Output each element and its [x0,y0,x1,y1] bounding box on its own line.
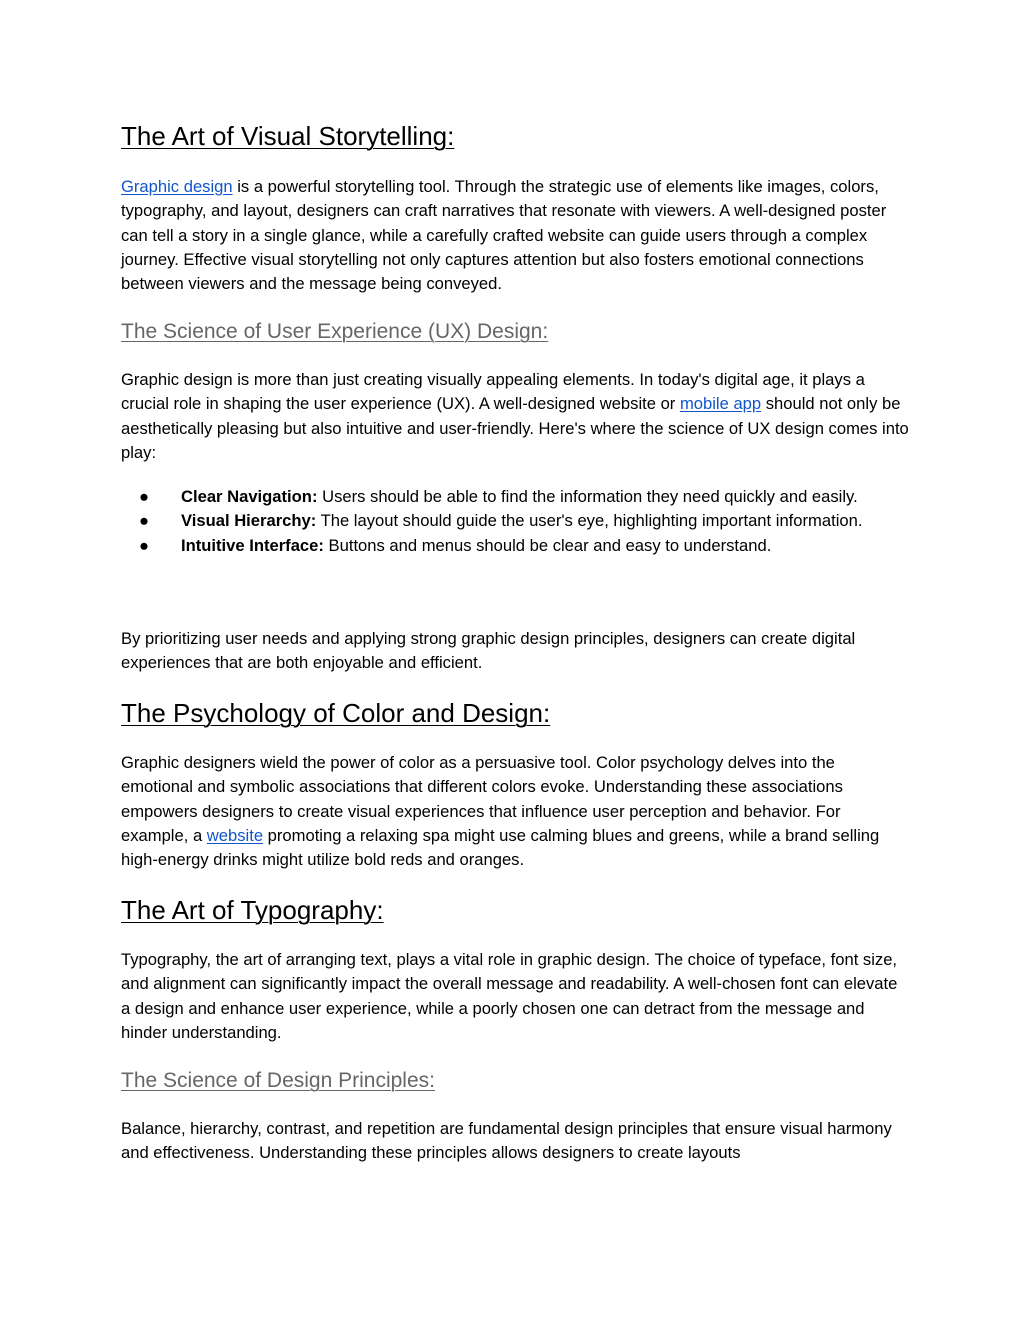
paragraph-color-psychology [121,751,911,872]
list-item [121,534,881,558]
bullet-text: The layout should guide the user's eye, highlighting important information. [316,511,863,531]
heading-color-psychology: The Psychology of Color and Design: [121,698,551,728]
heading-typography: The Art of Typography: [121,895,384,925]
heading-ux-design: The Science of User Experience (UX) Design: [121,320,549,343]
link-mobile-app[interactable]: mobile app [679,394,762,414]
bullet-label: Intuitive Interface: [181,535,324,555]
bullet-label: Clear Navigation: [181,487,318,506]
paragraph-text: Graphic designers wield the power of color as a persuasive tool. Color psychology delves into the emotional and symbolic associations that different colors evoke. Understanding these associations empowers designers to create visual experiences that influence user perception and behavior. For example, a [121,753,843,845]
paragraph-design-principles: Balance, hierarchy, contrast, and repetition are fundamental design principles that ensure visual harmony and effectiveness. Understanding these principles allows designers to create layouts [121,1119,892,1163]
bullet-icon: ● [139,511,150,531]
link-graphic-design[interactable]: Graphic design [121,177,233,196]
heading-visual-storytelling: The Art of Visual Storytelling: [121,121,455,151]
paragraph-text: promoting a relaxing spa might use calming blues and greens, while a brand selling high-energy drinks might utilize bold reds and oranges. [121,825,880,870]
bullet-icon: ● [139,487,150,506]
paragraph-text: Graphic design is more than just creating visually appealing elements. In today's digital age, it plays a crucial role in shaping the user experience (UX). A well-designed website or [121,370,865,414]
bullet-icon: ● [139,535,150,555]
paragraph-ux-design [121,368,911,465]
paragraph-ux-closing: By prioritizing user needs and applying strong graphic design principles, designers can create digital experiences that are both enjoyable and efficient. [121,629,856,673]
list-item [121,485,881,509]
heading-design-principles: The Science of Design Principles: [121,1069,435,1092]
bullet-text: Buttons and menus should be clear and easy to understand. [323,535,772,555]
bullet-text: Users should be able to find the information they need quickly and easily. [317,487,858,506]
ux-bullet-list [121,485,911,558]
bullet-label: Visual Hierarchy: [181,511,317,531]
paragraph-text: should not only be aesthetically pleasing but also intuitive and user-friendly. Here's where the science of UX design comes into play: [121,394,909,462]
paragraph-visual-storytelling [121,175,911,296]
paragraph-typography: Typography, the art of arranging text, plays a vital role in graphic design. The choice of typeface, font size, and alignment can significantly impact the overall message and readability. A well-chosen font can elevate a design and enhance user experience, while a poorly chosen one can detract from the message and hinder understanding. [121,950,898,1042]
paragraph-text: is a powerful storytelling tool. Through the strategic use of elements like images, colors, typography, and layout, designers can craft narratives that resonate with viewers. A well-designed poster can tell a story in a single glance, while a carefully crafted website can guide users through a complex journey. Effective visual storytelling not only captures attention but also fosters emotional connections between viewers and the message being conveyed. [121,177,887,294]
link-website[interactable]: website [206,825,264,845]
list-item [121,509,881,533]
